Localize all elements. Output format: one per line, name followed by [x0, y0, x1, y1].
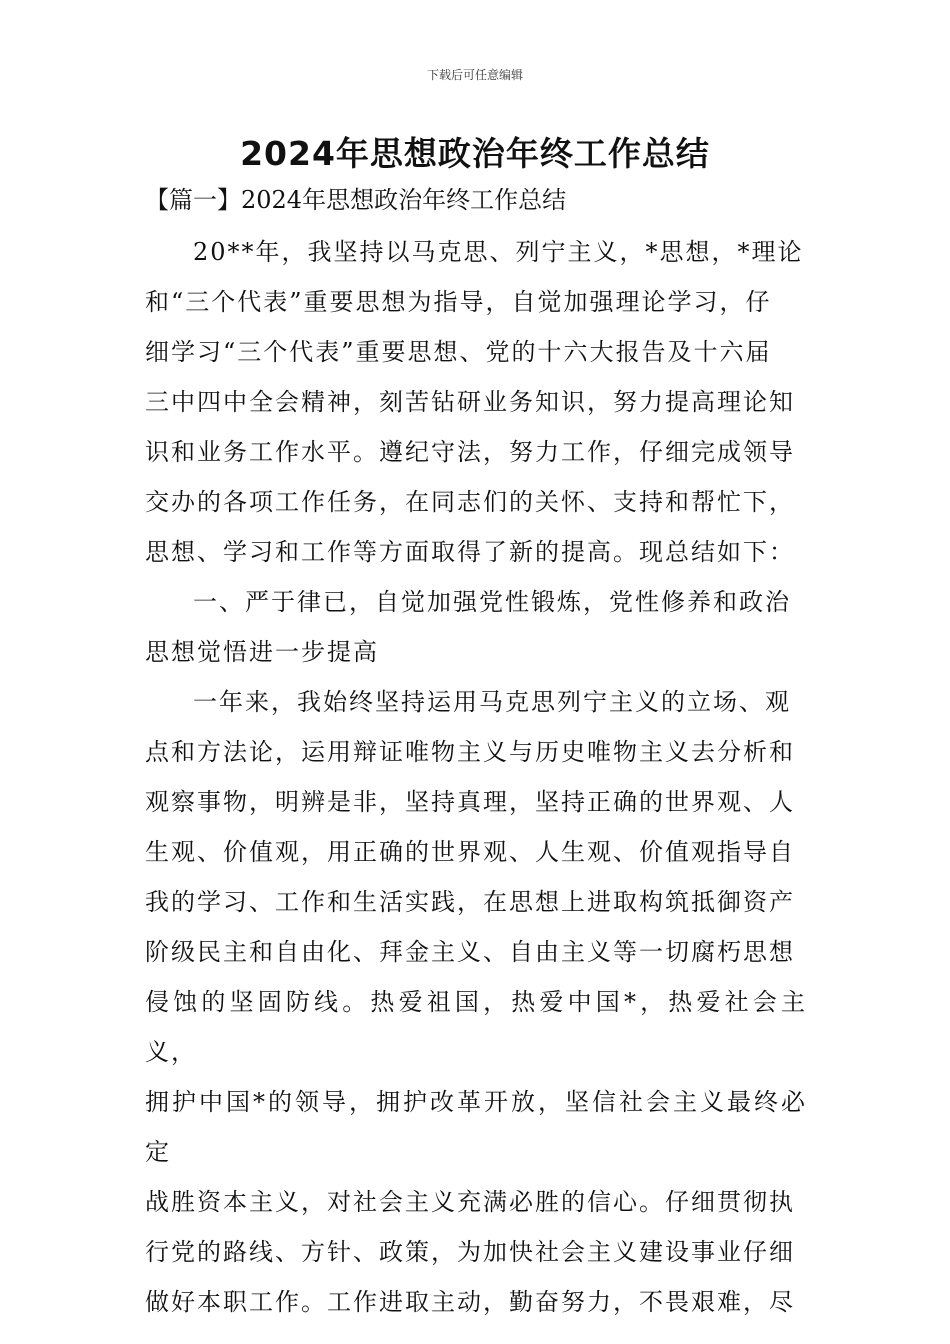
header-note: 下载后可任意编辑	[426, 68, 523, 82]
section-heading: 【篇一】2024年思想政治年终工作总结	[145, 186, 567, 214]
document-title: 2024年思想政治年终工作总结	[240, 134, 710, 173]
paragraph-body: 一年来，我始终坚持运用马克思列宁主义的立场、观 点和方法论，运用辩证唯物主义与历史唯物主义去分析和 观察事物，明辨是非，坚持真理，坚持正确的世界观、人 生观、价值观，用正确的世界观、人生观、价值观指导自 我的学习、工作和生活实践，在思想上进取构筑抵御资产 阶级民主和自由化、拜金主义、自由主义等一切腐朽思想 侵蚀的坚固防线。热爱祖国，热爱中国*，热爱社会主义， 拥护中国*的领导，拥护改革开放，坚信社会主义最终必定 战胜资本主义，对社会主义充满必胜的信心。仔细贯彻执 行党的路线、方针、政策，为加快社会主义建设事业仔细 做好本职工作。工作进取主动，勤奋努力，不畏艰难，尽	[145, 688, 807, 1316]
document-body	[145, 227, 807, 1327]
paragraph-intro: 20**年，我坚持以马克思、列宁主义，*思想，*理论 和“三个代表”重要思想为指导，自觉加强理论学习，仔 细学习“三个代表”重要思想、党的十六大报告及十六届 三中四中全会精神，刻苦钻研业务知识，努力提高理论知 识和业务工作水平。遵纪守法，努力工作，仔细完成领导 交办的各项工作任务，在同志们的关怀、支持和帮忙下， 思想、学习和工作等方面取得了新的提高。现总结如下：	[145, 238, 804, 566]
paragraph-heading-one: 一、严于律已，自觉加强党性锻炼，党性修养和政治 思想觉悟进一步提高	[145, 588, 791, 666]
